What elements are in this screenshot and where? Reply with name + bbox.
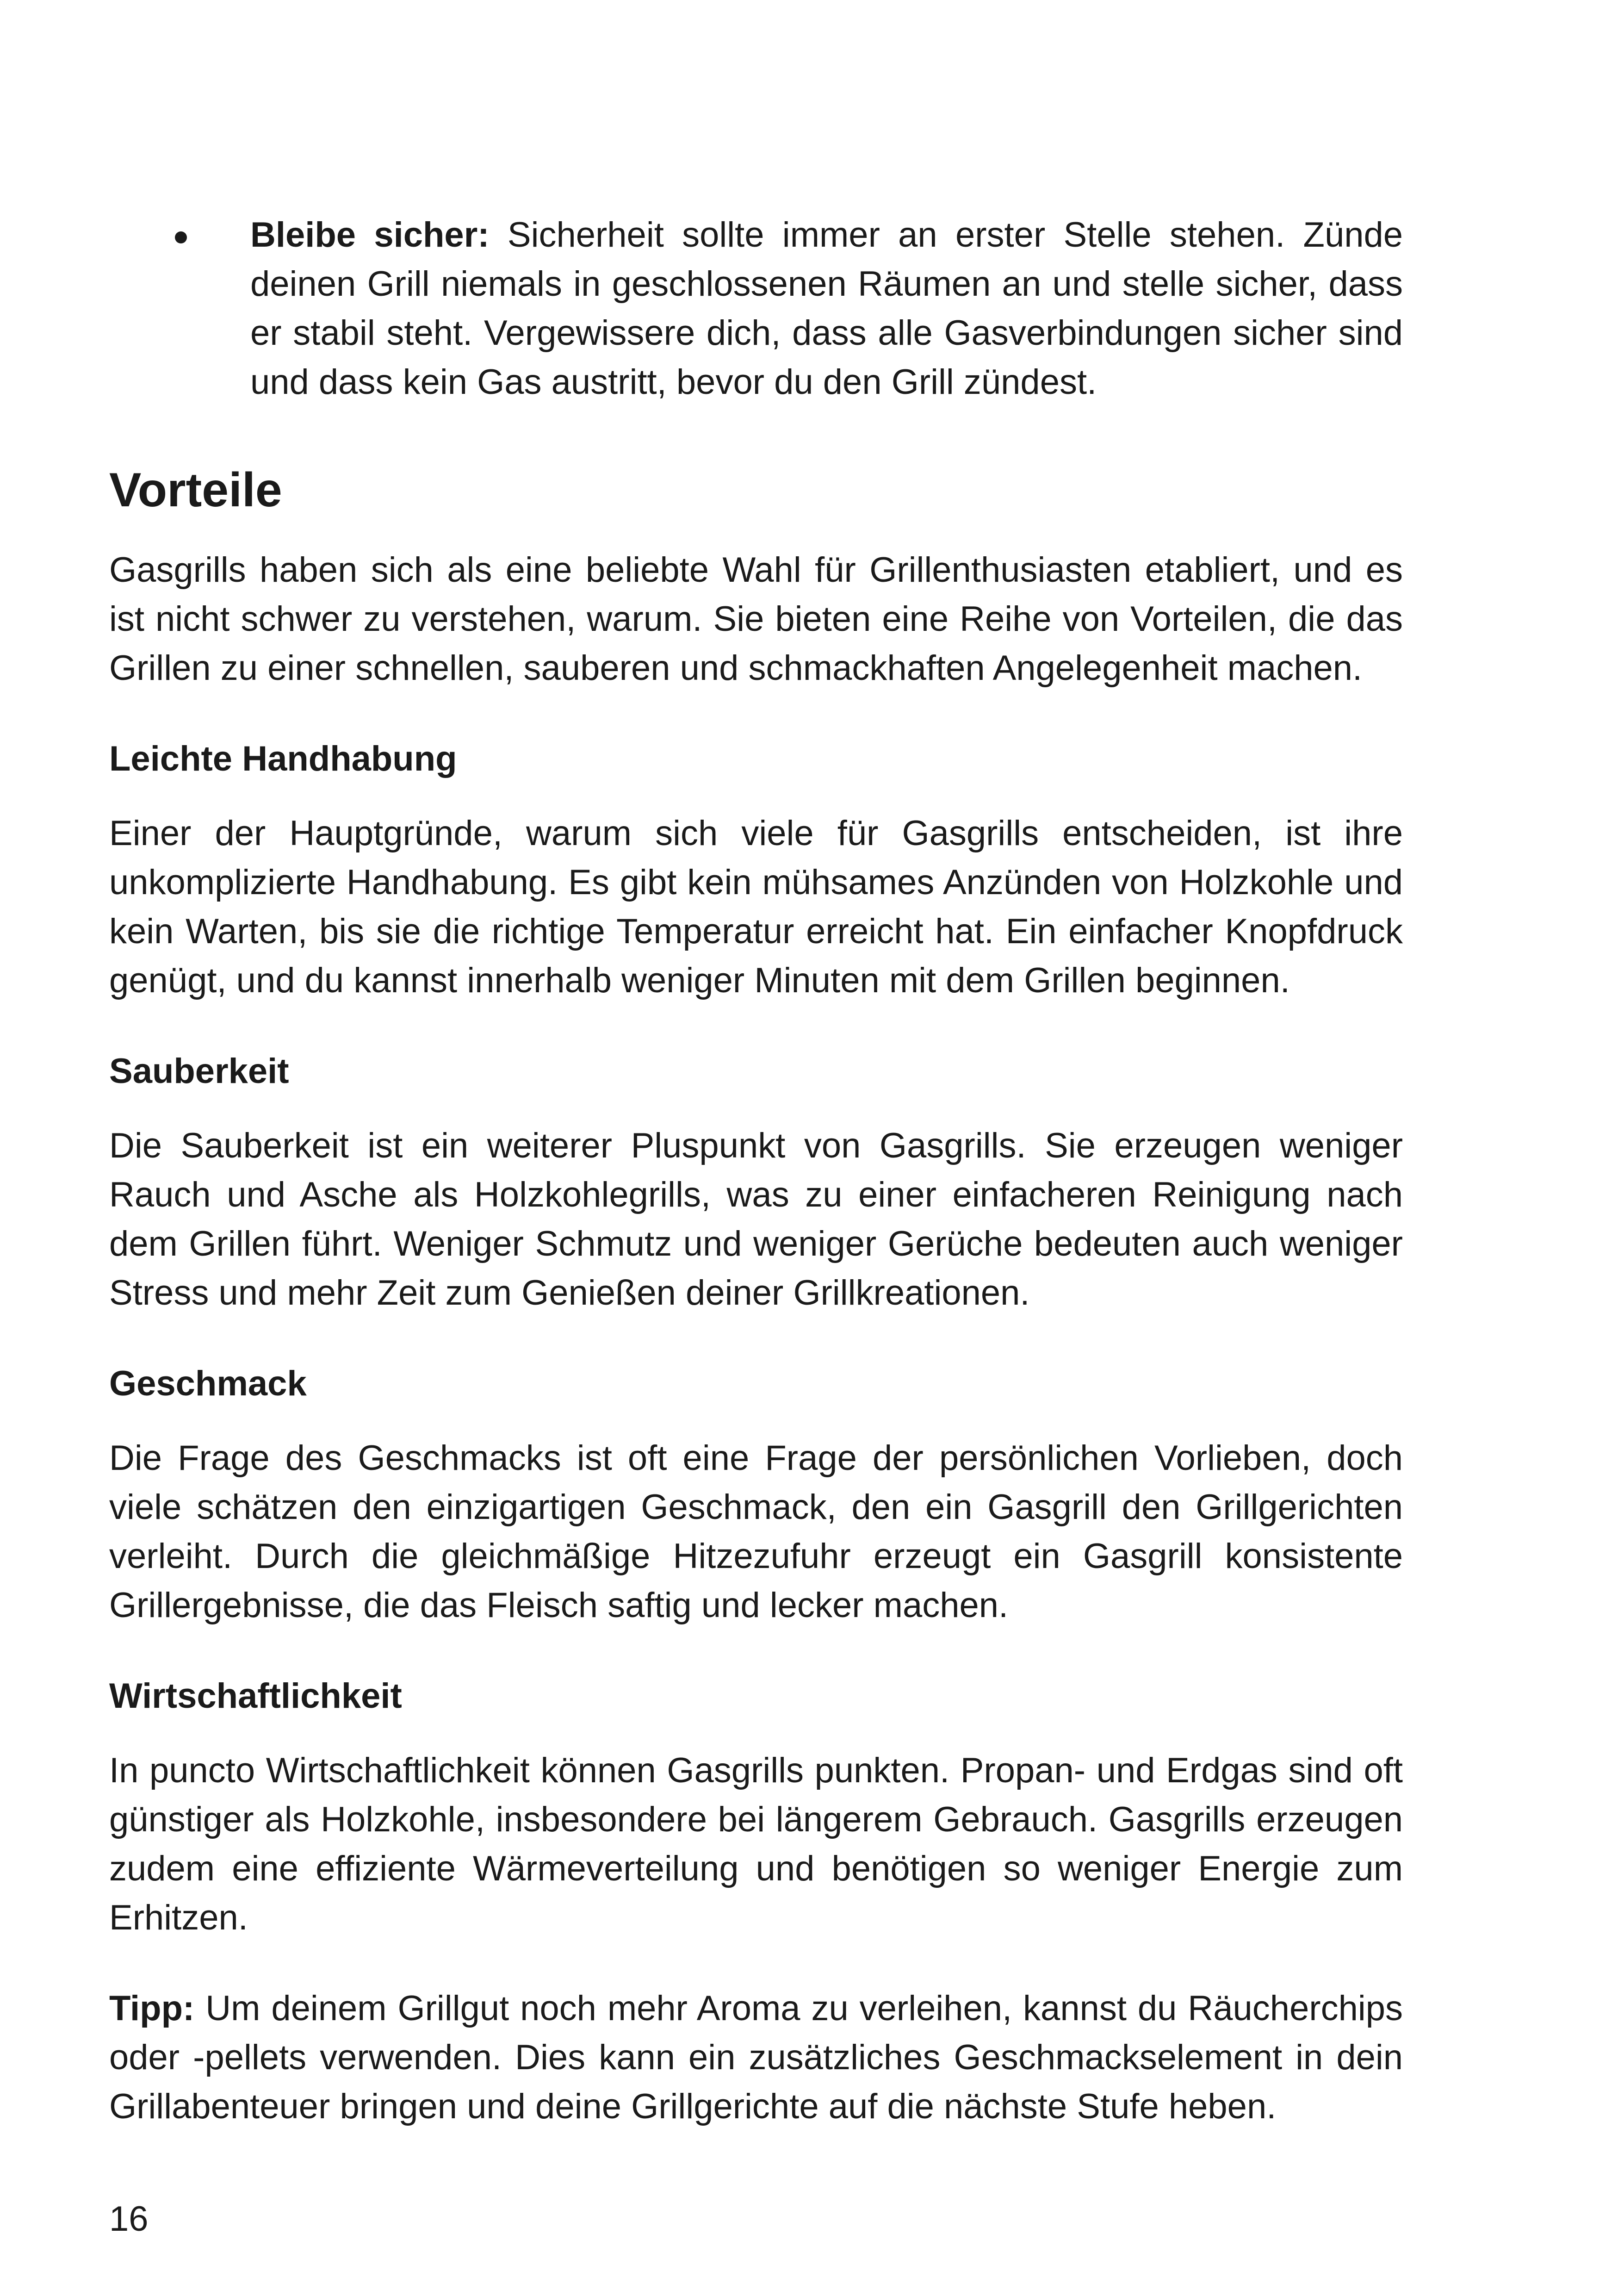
- tip-text: Um deinem Grillgut noch mehr Aroma zu verleihen, kannst du Räucherchips oder -pellets verwenden. Dies kann ein zusätzliches Geschmackselement in dein Grillabenteuer bringen und deine Grillgerichte auf die nächste Stufe heben.: [109, 1989, 1403, 2126]
- subsection-heading-sauberkeit: Sauberkeit: [109, 1052, 289, 1091]
- subsection-text-handhabung: Einer der Hauptgründe, warum sich viele für Gasgrills entscheiden, ist ihre unkomplizierte Handhabung. Es gibt kein mühsames Anzünden von Holzkohle und kein Warten, bis sie die richtige Temperatur erreicht hat. Ein einfacher Knopfdruck genügt, und du kannst innerhalb weniger Minuten mit dem Grillen beginnen.: [109, 814, 1403, 1000]
- subsection-heading-wirtschaftlichkeit: Wirtschaftlichkeit: [109, 1676, 402, 1716]
- subsection-text-wirtschaftlichkeit: In puncto Wirtschaftlichkeit können Gasgrills punkten. Propan- und Erdgas sind oft günstiger als Holzkohle, insbesondere bei längerem Gebrauch. Gasgrills erzeugen zudem eine effiziente Wärmeverteilung und benötigen so weniger Energie zum Erhitzen.: [109, 1751, 1403, 1937]
- safety-bullet-label: Bleibe sicher:: [250, 215, 490, 255]
- tip-label: Tipp:: [109, 1989, 195, 2028]
- page-number: 16: [109, 2199, 149, 2239]
- section-title: Vorteile: [109, 463, 282, 517]
- safety-bullet-text: Sicherheit sollte immer an erster Stelle stehen. Zünde deinen Grill niemals in geschlossenen Räumen an und stelle sicher, dass er stabil steht. Vergewissere dich, dass alle Gasverbindungen sicher sind und dass kein Gas austritt, bevor du den Grill zündest.: [250, 215, 1403, 402]
- safety-bullet-item: [109, 211, 1403, 407]
- subsection-heading-geschmack: Geschmack: [109, 1364, 307, 1403]
- bullet-icon: [175, 231, 187, 243]
- subsection-text-geschmack: Die Frage des Geschmacks ist oft eine Frage der persönlichen Vorlieben, doch viele schätzen den einzigartigen Geschmack, den ein Gasgrill den Grillgerichten verleiht. Durch die gleichmäßige Hitzezufuhr erzeugt ein Gasgrill konsistente Grillergebnisse, die das Fleisch saftig und lecker machen.: [109, 1438, 1403, 1625]
- section-intro: Gasgrills haben sich als eine beliebte Wahl für Grillenthusiasten etabliert, und es ist nicht schwer zu verstehen, warum. Sie bieten eine Reihe von Vorteilen, die das Grillen zu einer schnellen, sauberen und schmackhaften Angelegenheit machen.: [109, 550, 1403, 688]
- subsection-text-sauberkeit: Die Sauberkeit ist ein weiterer Pluspunkt von Gasgrills. Sie erzeugen weniger Rauch und Asche als Holzkohlegrills, was zu einer einfacheren Reinigung nach dem Grillen führt. Weniger Schmutz und weniger Gerüche bedeuten auch weniger Stress und mehr Zeit zum Genießen deiner Grillkreationen.: [109, 1126, 1403, 1313]
- page-content: [109, 211, 1403, 2131]
- subsection-heading-handhabung: Leichte Handhabung: [109, 739, 457, 778]
- safety-bullet-paragraph: [250, 211, 1403, 407]
- tip-paragraph: [109, 1984, 1403, 2131]
